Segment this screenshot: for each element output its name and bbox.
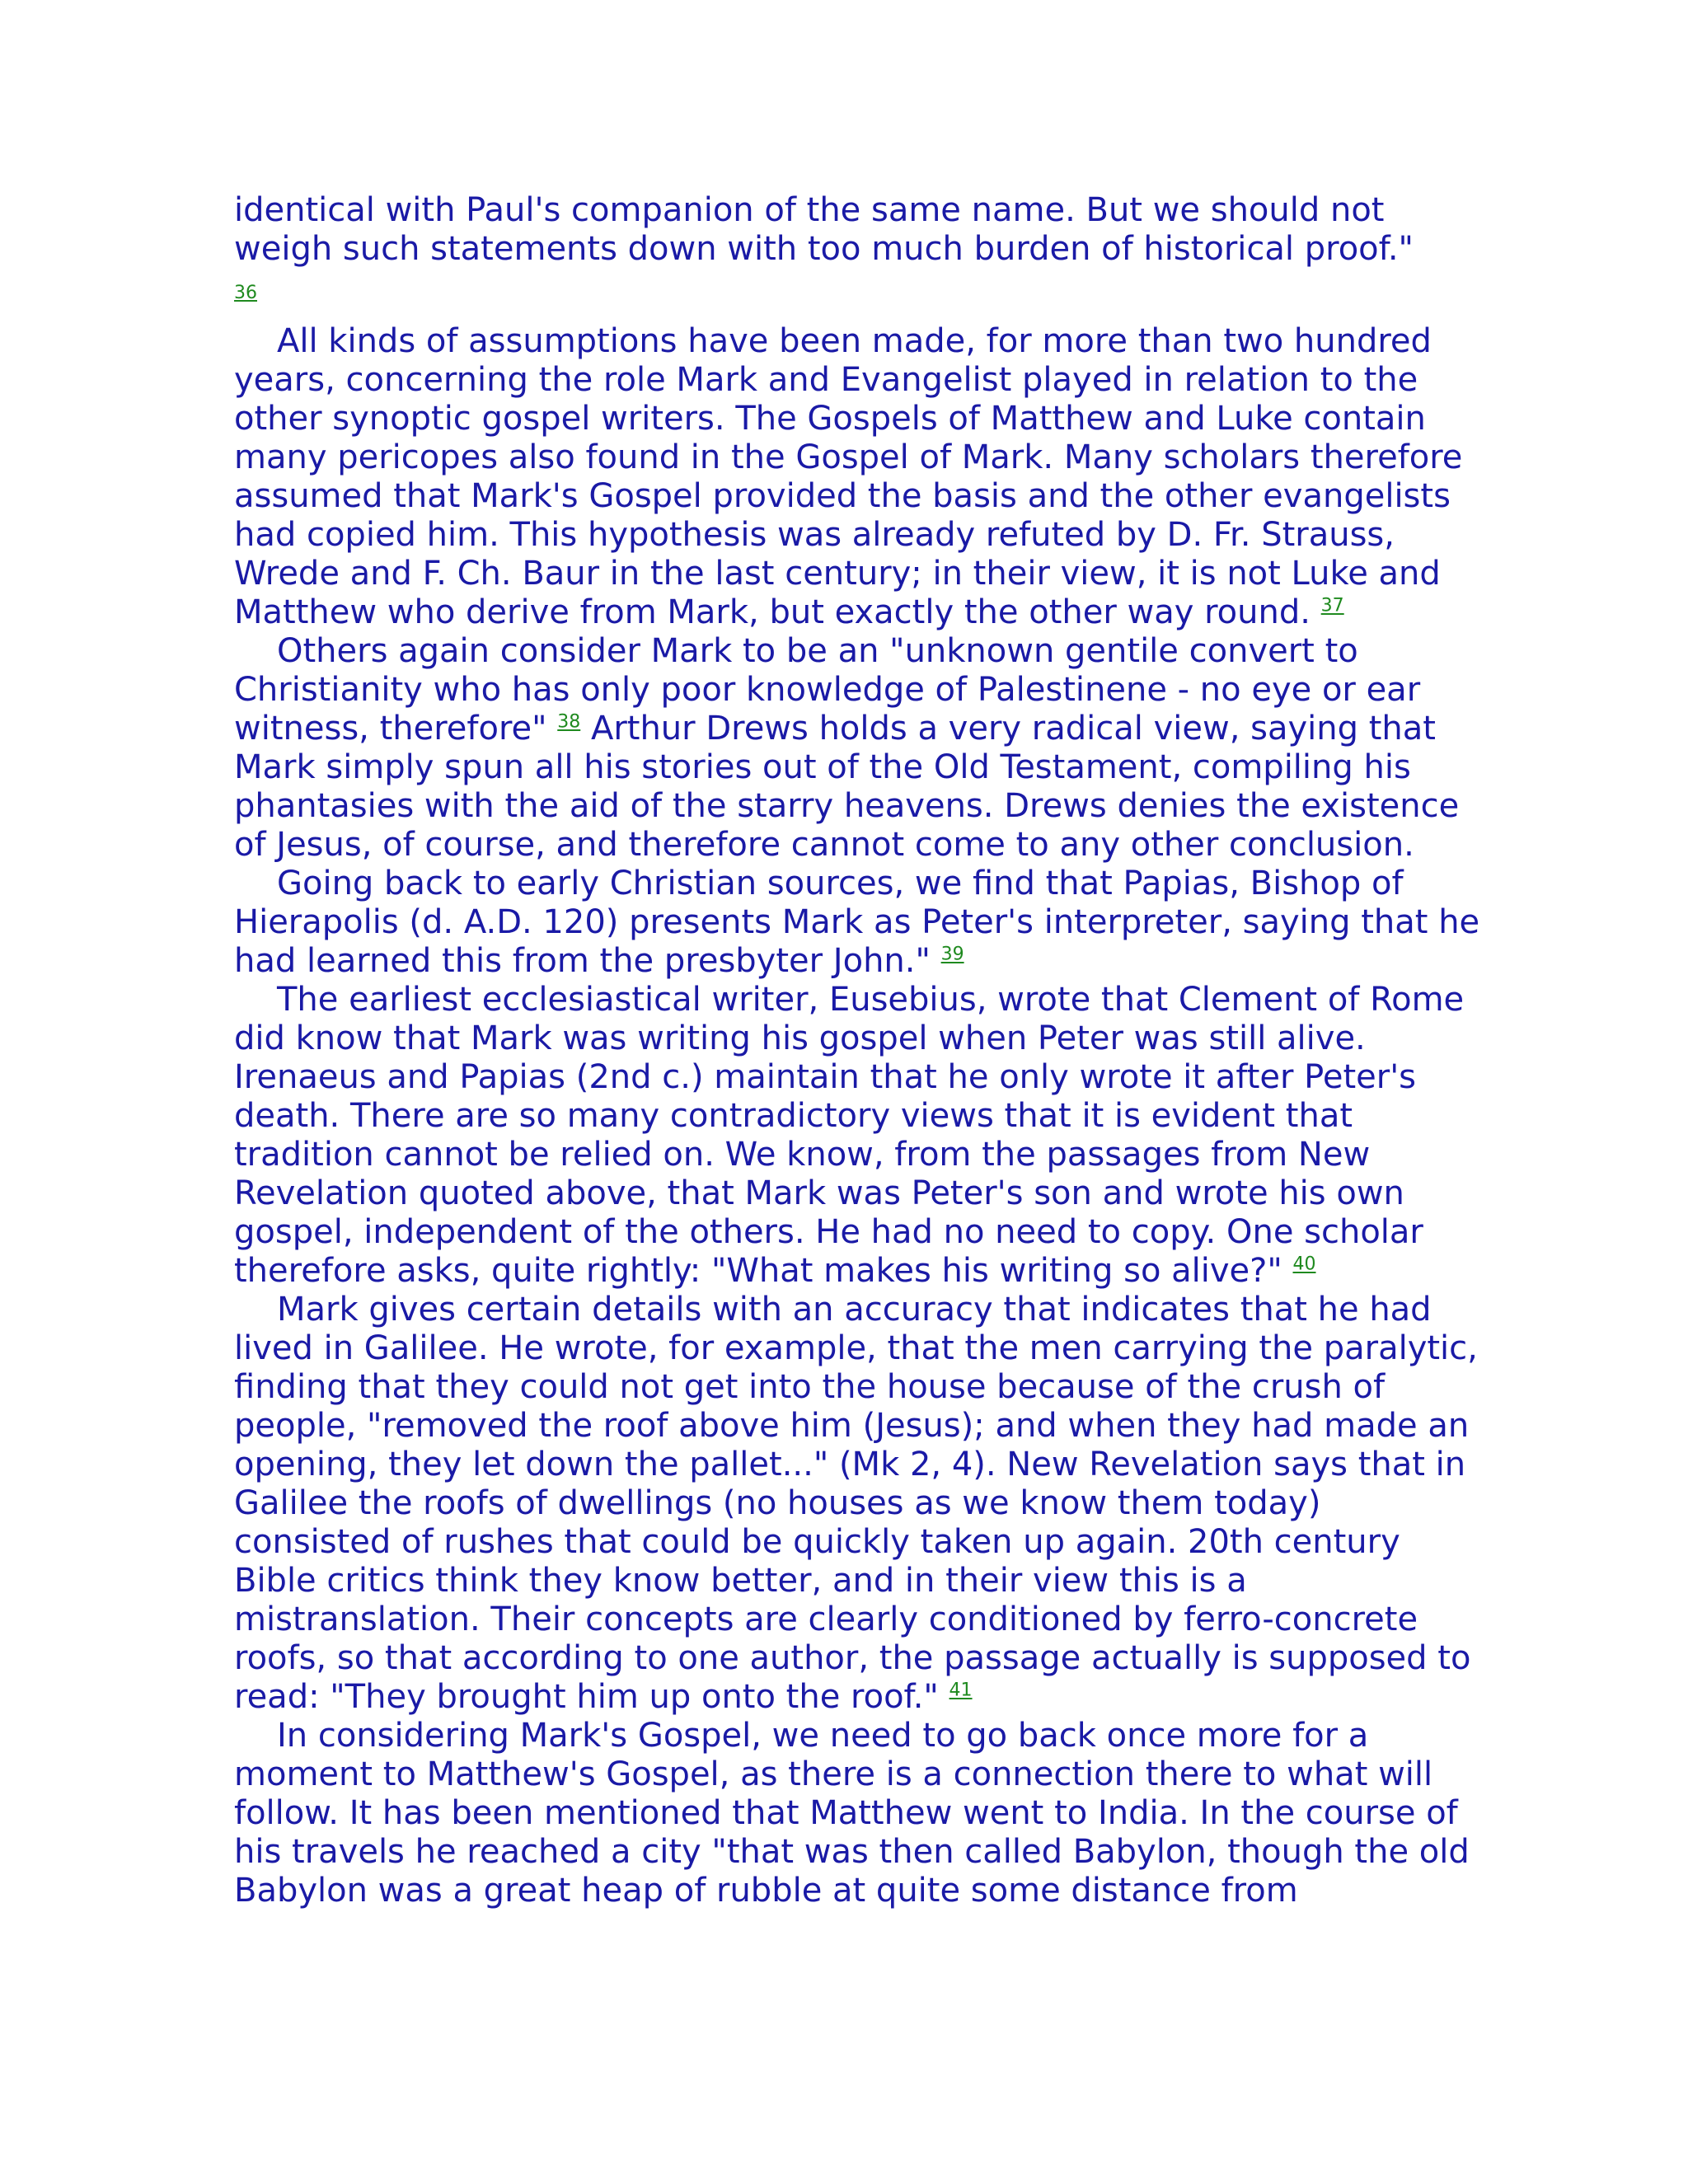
paragraph-6: [234, 1291, 1487, 1717]
footnote-link-40[interactable]: 40: [1292, 1254, 1316, 1275]
paragraph-7: [234, 1717, 1487, 1910]
paragraph-4-text: Going back to early Christian sources, we find that Papias, Bishop of Hierapolis (d. A.D. 120) presents Mark as Peter's interpreter, saying that he had learned this from the presbyter John.": [234, 865, 1480, 980]
paragraph-1-text: identical with Paul's companion of the same name. But we should not weigh such statements down with too much burden of historical proof.": [234, 191, 1414, 268]
footnote-link-39[interactable]: 39: [940, 944, 964, 965]
paragraph-2: [234, 322, 1487, 632]
paragraph-3: [234, 632, 1487, 865]
paragraph-4: [234, 865, 1487, 981]
paragraph-7-text: In considering Mark's Gospel, we need to go back once more for a moment to Matthew's Gospel, as there is a connection there to what will follow. It has been mentioned that Matthew went to India. In the course of his travels he reached a city "that was then called Babylon, though the old Babylon was a great heap of rubble at quite some distance from: [234, 1717, 1470, 1910]
paragraph-6-text: Mark gives certain details with an accuracy that indicates that he had lived in Galilee. He wrote, for example, that the men carrying the paralytic, finding that they could not get into the house because of the crush of people, "removed the roof above him (Jesus); and when they had made an opening, they let down the pallet..." (Mk 2, 4). New Revelation says that in Galilee the roofs of dwellings (no houses as we know them today) consisted of rushes that could be quickly taken up again. 20th century Bible critics think they know better, and in their view this is a mistranslation. Their concepts are clearly conditioned by ferro-concrete roofs, so that according to one author, the passage actually is supposed to read: "They brought him up onto the roof.": [234, 1291, 1478, 1716]
paragraph-5: [234, 981, 1487, 1291]
paragraph-1: [234, 191, 1487, 307]
paragraph-3-text-a: Others again consider Mark to be an "unknown gentile convert to Christianity who has only poor knowledge of Palestinene - no eye or ear witness, therefore": [234, 632, 1421, 748]
paragraph-3-text-b: Arthur Drews holds a very radical view, saying that Mark simply spun all his stories out of the Old Testament, compiling his phantasies with the aid of the starry heavens. Drews denies the existence of Jesus, of course, and therefore cannot come to any other conclusion.: [234, 710, 1460, 864]
footnote-link-38[interactable]: 38: [557, 711, 581, 733]
paragraph-2-text: All kinds of assumptions have been made, for more than two hundred years, concerning the role Mark and Evangelist played in relation to the other synoptic gospel writers. The Gospels of Matthew and Luke contain many pericopes also found in the Gospel of Mark. Many scholars therefore assumed that Mark's Gospel provided the basis and the other evangelists had copied him. This hypothesis was already refuted by D. Fr. Strauss, Wrede and F. Ch. Baur in the last century; in their view, it is not Luke and Matthew who derive from Mark, but exactly the other way round.: [234, 322, 1463, 631]
footnote-link-41[interactable]: 41: [949, 1680, 973, 1701]
body-text: [234, 191, 1487, 1910]
paragraph-5-text: The earliest ecclesiastical writer, Eusebius, wrote that Clement of Rome did know that Mark was writing his gospel when Peter was still alive. Irenaeus and Papias (2nd c.) maintain that he only wrote it after Peter's death. There are so many contradictory views that it is evident that tradition cannot be relied on. We know, from the passages from New Revelation quoted above, that Mark was Peter's son and wrote his own gospel, independent of the others. He had no need to copy. One scholar therefore asks, quite rightly: "What makes his writing so alive?": [234, 981, 1465, 1290]
footnote-link-36[interactable]: 36: [234, 283, 257, 303]
footnote-link-37[interactable]: 37: [1320, 595, 1344, 616]
